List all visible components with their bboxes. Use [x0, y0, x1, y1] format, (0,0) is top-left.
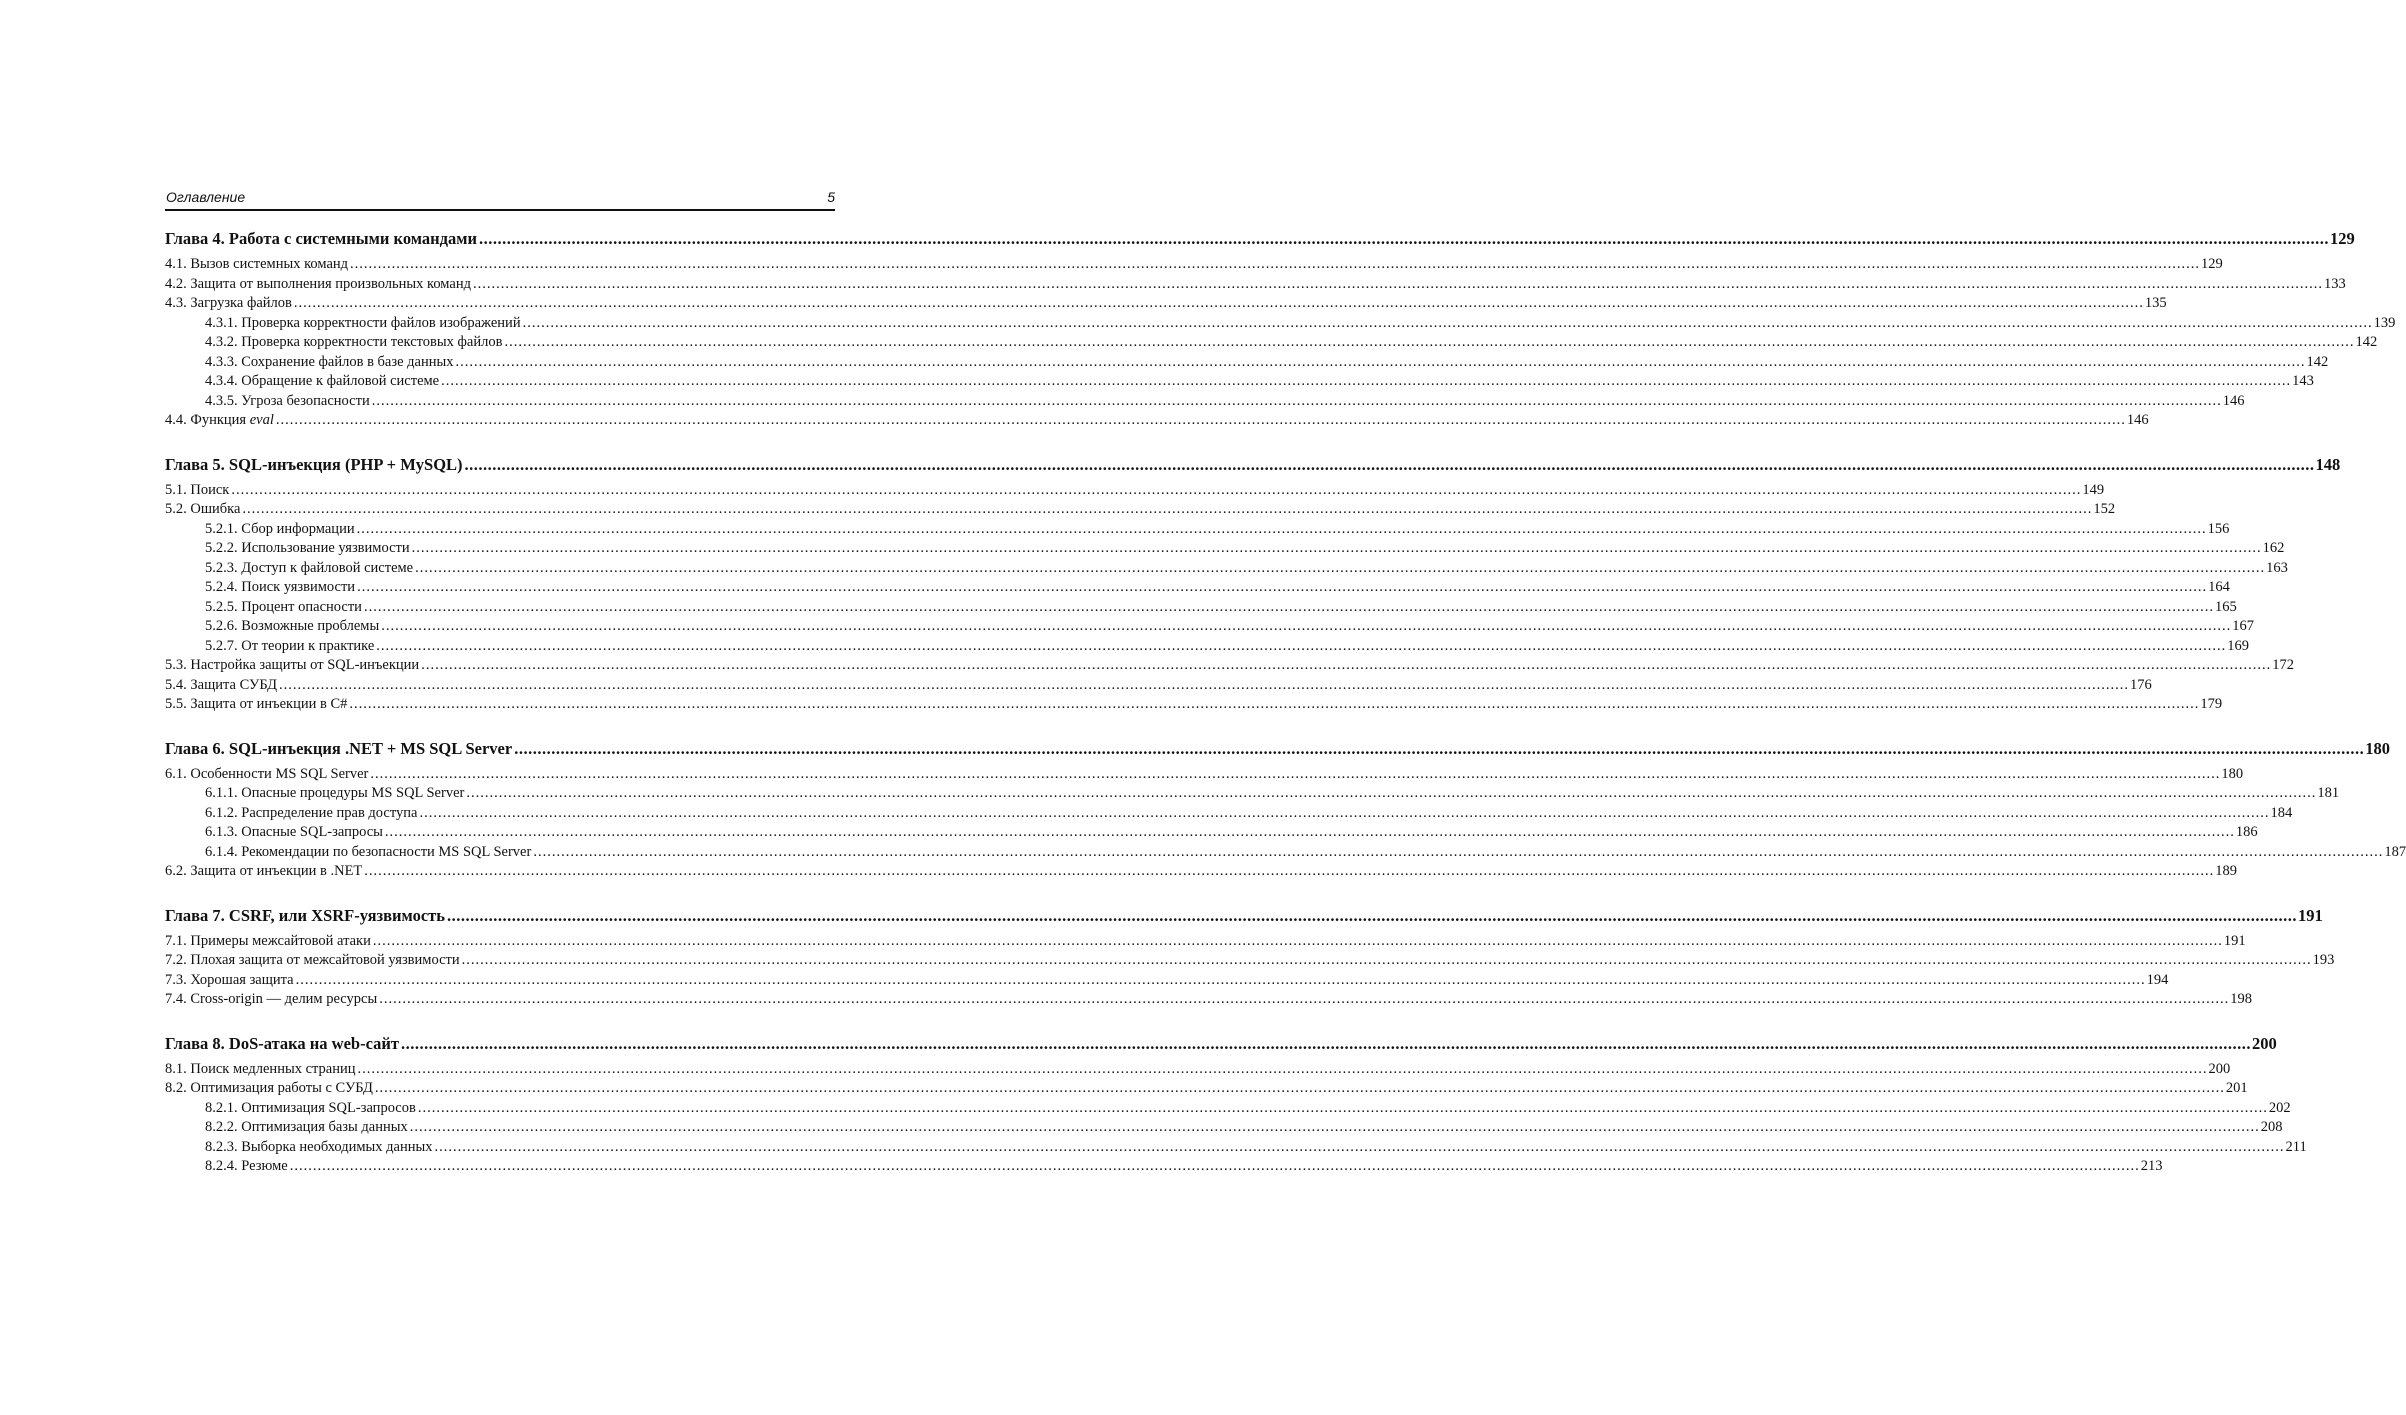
toc-subsection-entry-label: 5.2.6. Возможные проблемы: [205, 618, 380, 634]
toc-section-entry-page: 193: [2312, 952, 2335, 968]
toc-section-entry: [165, 971, 2169, 991]
toc-section-entry-title: [165, 951, 460, 971]
toc-subsection-entry-title: [205, 1118, 408, 1138]
toc-section-entry-label: 4.4. Функция: [165, 412, 250, 428]
toc-section-entry-page: 180: [2221, 765, 2244, 782]
toc-section-entry-label: 5.3. Настройка защиты от SQL-инъекции: [165, 657, 420, 673]
dot-leader: ................................................................................................................................................................................................................................................................................................................................................................................................................: [295, 971, 2146, 988]
toc-subsection-entry: [165, 392, 2245, 412]
toc-subsection-entry-label: 4.3.3. Сохранение файлов в базе данных: [205, 353, 454, 370]
dot-leader: ................................................................................................................................................................................................................................................................................................................................................................................................................: [409, 1119, 2260, 1135]
toc-section-entry-page: 149: [2082, 481, 2105, 498]
toc-subsection-entry-label: 4.3.5. Угроза безопасности: [205, 392, 370, 409]
chapter-heading-page: 200: [2251, 1033, 2277, 1053]
chapter-heading: [165, 738, 2390, 760]
toc-subsection-entry-page: 142: [2355, 334, 2378, 350]
toc-section-entry-label: 5.1. Поиск: [165, 481, 230, 498]
toc-subsection-entry: [165, 784, 2340, 804]
chapter-heading: [165, 1033, 2277, 1055]
toc-subsection-entry-page: 181: [2317, 785, 2340, 801]
dot-leader: ................................................................................................................................................................................................................................................................................................................................................................................................................: [461, 952, 2312, 968]
chapter-heading-title: [165, 905, 445, 927]
toc-section-entry-label: 7.2. Плохая защита от межсайтовой уязвимости: [165, 952, 460, 968]
toc-section-entry-title: [165, 1060, 355, 1080]
dot-leader: ................................................................................................................................................................................................................................................................................................................................................................................................................: [374, 1080, 2225, 1096]
toc-section-entry: [165, 695, 2223, 715]
toc-section-entry-page: 191: [2223, 932, 2246, 949]
dot-leader: ................................................................................................................................................................................................................................................................................................................................................................................................................: [356, 520, 2207, 537]
toc-subsection-entry-title: [205, 353, 453, 373]
toc-section-entry-title: [165, 971, 294, 991]
toc-subsection-entry-title: [205, 578, 355, 598]
toc-section-entry: [165, 500, 2116, 520]
toc-section-entry: [165, 862, 2238, 882]
toc-section-entry-page: 176: [2130, 676, 2152, 693]
toc-subsection-entry-label: 4.3.4. Обращение к файловой системе: [205, 373, 440, 389]
dot-leader: ................................................................................................................................................................................................................................................................................................................................................................................................................: [372, 932, 2223, 949]
toc-subsection-entry-label: 5.2.1. Сбор информации: [205, 520, 355, 537]
toc-section-entry-title: [165, 990, 377, 1010]
toc-section-entry: [165, 411, 2149, 431]
toc-subsection-entry-label: 6.1.1. Опасные процедуры MS SQL Server: [205, 785, 465, 801]
chapter-heading: [165, 905, 2323, 927]
toc-section-entry-page: 152: [2093, 501, 2116, 517]
chapter-heading-page: 191: [2297, 905, 2323, 925]
toc-subsection-entry: [165, 578, 2230, 598]
toc-subsection-entry: [165, 539, 2285, 559]
toc-subsection-entry: [165, 1118, 2283, 1138]
toc-subsection-entry-title: [205, 559, 413, 579]
dot-leader: ................................................................................................................................................................................................................................................................................................................................................................................................................: [370, 765, 2221, 782]
dot-leader: ................................................................................................................................................................................................................................................................................................................................................................................................................: [384, 824, 2235, 840]
dot-leader: ................................................................................................................................................................................................................................................................................................................................................................................................................: [289, 1158, 2140, 1174]
chapter-heading-title: [165, 1033, 399, 1055]
toc-subsection-entry-page: 211: [2285, 1138, 2307, 1155]
dot-leader: ................................................................................................................................................................................................................................................................................................................................................................................................................: [349, 696, 2200, 712]
dot-leader: ................................................................................................................................................................................................................................................................................................................................................................................................................: [421, 657, 2272, 673]
chapter-heading-label: Глава 6. SQL-инъекция .NET + MS SQL Server: [165, 738, 513, 758]
toc-subsection-entry-title: [205, 617, 379, 637]
toc-subsection-entry: [165, 1099, 2291, 1119]
toc-subsection-entry: [165, 333, 2378, 353]
dot-leader: ................................................................................................................................................................................................................................................................................................................................................................................................................: [434, 1138, 2285, 1155]
toc-subsection-entry-title: [205, 637, 374, 657]
toc-section-entry-label: 5.5. Защита от инъекции в C#: [165, 696, 348, 712]
toc-subsection-entry-label: 6.1.2. Распределение прав доступа: [205, 804, 418, 821]
toc-subsection-entry-page: 143: [2292, 373, 2314, 389]
toc-section-entry-page: 201: [2225, 1080, 2248, 1096]
toc-section-entry-page: 135: [2144, 295, 2167, 311]
dot-leader: ................................................................................................................................................................................................................................................................................................................................................................................................................: [293, 295, 2144, 311]
toc-section-entry-page: 129: [2201, 256, 2223, 272]
toc-section-entry: [165, 765, 2244, 785]
toc-section-entry-label: 4.1. Вызов системных команд: [165, 256, 349, 272]
toc-section-entry-page: 198: [2230, 991, 2252, 1007]
page-number: 5: [827, 189, 835, 205]
toc-subsection-entry-page: 186: [2235, 824, 2258, 840]
toc-section-entry-label-italic: eval: [249, 412, 274, 428]
toc-section-entry-title: [165, 676, 277, 696]
toc-subsection-entry-page: 164: [2208, 579, 2230, 595]
chapter-heading-label: Глава 7. CSRF, или XSRF-уязвимость: [165, 905, 445, 925]
toc-subsection-entry-page: 208: [2260, 1119, 2283, 1135]
toc-subsection-entry: [165, 843, 2406, 863]
toc-subsection-entry-title: [205, 784, 464, 804]
toc-section-entry-label: 5.4. Защита СУБД: [165, 676, 277, 693]
toc-section-entry-page: 200: [2208, 1060, 2231, 1077]
dot-leader: ................................................................................................................................................................................................................................................................................................................................................................................................................: [441, 373, 2292, 389]
dot-leader: ................................................................................................................................................................................................................................................................................................................................................................................................................: [357, 579, 2208, 595]
toc-section-entry-label: 4.3. Загрузка файлов: [165, 295, 292, 311]
toc-section-entry-label: 6.1. Особенности MS SQL Server: [165, 765, 369, 782]
dot-leader: ................................................................................................................................................................................................................................................................................................................................................................................................................: [455, 353, 2306, 370]
dot-leader: ................................................................................................................................................................................................................................................................................................................................................................................................................: [514, 738, 2365, 758]
toc-subsection-entry: [165, 804, 2293, 824]
chapter-heading: [165, 228, 2355, 250]
toc-section-entry-label: 5.2. Ошибка: [165, 501, 241, 517]
toc-section-entry-title: [165, 275, 471, 295]
chapter-heading-label: Глава 5. SQL-инъекция (PHP + MySQL): [165, 454, 463, 474]
toc-subsection-entry-page: 142: [2306, 353, 2329, 370]
toc-section-entry-label: 4.2. Защита от выполнения произвольных команд: [165, 275, 471, 292]
dot-leader: ................................................................................................................................................................................................................................................................................................................................................................................................................: [275, 412, 2126, 428]
toc-section-entry-title: [165, 1079, 373, 1099]
dot-leader: ................................................................................................................................................................................................................................................................................................................................................................................................................: [400, 1033, 2251, 1053]
toc-subsection-entry-label: 5.2.4. Поиск уязвимости: [205, 579, 356, 595]
toc-subsection-entry-title: [205, 372, 439, 392]
running-header-title: Оглавление: [166, 189, 246, 205]
chapter-heading-page: 180: [2365, 738, 2390, 758]
toc-section-entry-label: 8.1. Поиск медленных страниц: [165, 1060, 356, 1077]
toc-section-entry-title: [165, 932, 371, 952]
toc-subsection-entry-label: 8.2.3. Выборка необходимых данных: [205, 1138, 433, 1155]
toc-subsection-entry: [165, 598, 2237, 618]
chapter-heading-title: [165, 738, 512, 760]
toc-subsection-entry-label: 4.3.1. Проверка корректности файлов изображений: [205, 314, 521, 331]
toc-subsection-entry: [165, 372, 2314, 392]
toc-subsection-entry-page: 165: [2214, 598, 2237, 615]
chapter-heading-page: 129: [2330, 229, 2355, 248]
toc-section-entry-title: [165, 695, 347, 715]
toc-subsection-entry-title: [205, 539, 410, 559]
toc-section-entry-title: [165, 255, 348, 275]
toc-section-entry: [165, 676, 2152, 696]
toc-section-entry: [165, 255, 2223, 275]
chapter-heading: [165, 454, 2341, 476]
toc-subsection-entry: [165, 314, 2396, 334]
toc-subsection-entry-label: 4.3.2. Проверка корректности текстовых файлов: [205, 334, 503, 350]
toc-subsection-entry-title: [205, 843, 531, 863]
dot-leader: ................................................................................................................................................................................................................................................................................................................................................................................................................: [381, 618, 2232, 634]
toc-subsection-entry-page: 184: [2270, 804, 2293, 821]
toc-subsection-entry-label: 6.1.3. Опасные SQL-запросы: [205, 824, 383, 840]
dot-leader: ................................................................................................................................................................................................................................................................................................................................................................................................................: [446, 905, 2297, 925]
toc-section-entry: [165, 294, 2167, 314]
toc-subsection-entry-title: [205, 1138, 432, 1158]
toc-section-entry-page: 172: [2272, 657, 2294, 673]
toc-section-entry-label: 8.2. Оптимизация работы с СУБД: [165, 1080, 373, 1096]
dot-leader: ................................................................................................................................................................................................................................................................................................................................................................................................................: [419, 804, 2270, 821]
toc-section-entry-title: [165, 656, 419, 676]
dot-leader: ................................................................................................................................................................................................................................................................................................................................................................................................................: [504, 334, 2355, 350]
dot-leader: ................................................................................................................................................................................................................................................................................................................................................................................................................: [417, 1099, 2268, 1116]
toc-subsection-entry: [165, 1157, 2163, 1177]
toc-section-entry-label: 7.3. Хорошая защита: [165, 971, 294, 988]
dot-leader: ................................................................................................................................................................................................................................................................................................................................................................................................................: [357, 1060, 2208, 1077]
toc-subsection-entry-page: 139: [2373, 314, 2396, 331]
toc-subsection-entry-title: [205, 333, 502, 353]
toc-section-entry-page: 133: [2323, 275, 2346, 292]
toc-section-entry-title: [165, 500, 240, 520]
dot-leader: ................................................................................................................................................................................................................................................................................................................................................................................................................: [415, 559, 2266, 576]
dot-leader: ................................................................................................................................................................................................................................................................................................................................................................................................................: [363, 598, 2214, 615]
dot-leader: ................................................................................................................................................................................................................................................................................................................................................................................................................: [350, 256, 2201, 272]
toc-subsection-entry: [165, 637, 2250, 657]
toc-subsection-entry-title: [205, 1157, 288, 1177]
toc-section-entry: [165, 1079, 2248, 1099]
chapter-heading-page: 148: [2315, 454, 2341, 474]
dot-leader: ................................................................................................................................................................................................................................................................................................................................................................................................................: [379, 991, 2230, 1007]
toc-section-entry: [165, 656, 2294, 676]
toc-subsection-entry-label: 8.2.1. Оптимизация SQL-запросов: [205, 1099, 416, 1116]
toc-section-entry: [165, 481, 2105, 501]
toc-subsection-entry-label: 6.1.4. Рекомендации по безопасности MS SQL Server: [205, 843, 532, 860]
toc-section-entry-label: 6.2. Защита от инъекции в .NET: [165, 863, 363, 879]
toc-section-entry-page: 189: [2215, 863, 2238, 879]
toc-subsection-entry: [165, 617, 2254, 637]
toc-subsection-entry-page: 156: [2207, 520, 2230, 537]
toc-section-entry: [165, 932, 2246, 952]
toc-subsection-entry-title: [205, 823, 383, 843]
dot-leader: ................................................................................................................................................................................................................................................................................................................................................................................................................: [376, 637, 2227, 654]
dot-leader: ................................................................................................................................................................................................................................................................................................................................................................................................................: [371, 392, 2222, 409]
toc-section-entry-title: [165, 862, 362, 882]
toc-section-entry-page: 146: [2126, 412, 2149, 428]
table-of-contents: [165, 228, 2406, 1177]
dot-leader: ................................................................................................................................................................................................................................................................................................................................................................................................................: [522, 314, 2373, 331]
toc-subsection-entry-page: 162: [2262, 540, 2285, 556]
dot-leader: ................................................................................................................................................................................................................................................................................................................................................................................................................: [411, 540, 2262, 556]
dot-leader: ................................................................................................................................................................................................................................................................................................................................................................................................................: [533, 843, 2384, 860]
toc-subsection-entry: [165, 559, 2288, 579]
chapter-heading-label: Глава 4. Работа с системными командами: [165, 229, 477, 248]
toc-subsection-entry-title: [205, 804, 417, 824]
toc-subsection-entry: [165, 823, 2258, 843]
toc-subsection-entry-label: 5.2.7. От теории к практике: [205, 637, 375, 654]
toc-subsection-entry-label: 8.2.2. Оптимизация базы данных: [205, 1119, 408, 1135]
running-header: [165, 187, 835, 211]
toc-section-entry-label: 7.4. Cross-origin — делим ресурсы: [165, 991, 378, 1007]
dot-leader: ................................................................................................................................................................................................................................................................................................................................................................................................................: [472, 275, 2323, 292]
dot-leader: ................................................................................................................................................................................................................................................................................................................................................................................................................: [479, 229, 2329, 248]
dot-leader: ................................................................................................................................................................................................................................................................................................................................................................................................................: [364, 863, 2215, 879]
chapter-heading-label: Глава 8. DoS-атака на web-сайт: [165, 1033, 399, 1053]
toc-section-entry-page: 194: [2146, 971, 2169, 988]
toc-subsection-entry-title: [205, 392, 370, 412]
toc-subsection-entry-label: 8.2.4. Резюме: [205, 1158, 288, 1174]
toc-section-entry-title: [165, 765, 368, 785]
toc-subsection-entry: [165, 520, 2230, 540]
toc-section-entry: [165, 990, 2252, 1010]
dot-leader: ................................................................................................................................................................................................................................................................................................................................................................................................................: [279, 676, 2129, 693]
toc-subsection-entry-page: 167: [2232, 618, 2254, 634]
toc-section-entry-page: 179: [2200, 696, 2223, 712]
toc-subsection-entry-label: 5.2.5. Процент опасности: [205, 598, 362, 615]
toc-subsection-entry: [165, 353, 2329, 373]
toc-subsection-entry-page: 163: [2266, 559, 2288, 576]
toc-section-entry-label: 7.1. Примеры межсайтовой атаки: [165, 932, 371, 949]
toc-subsection-entry-page: 213: [2140, 1158, 2163, 1174]
toc-subsection-entry-title: [205, 314, 521, 334]
toc-subsection-entry-label: 5.2.3. Доступ к файловой системе: [205, 559, 414, 576]
toc-section-entry-title: [165, 411, 274, 431]
chapter-heading-title: [165, 228, 477, 250]
dot-leader: ................................................................................................................................................................................................................................................................................................................................................................................................................: [466, 785, 2317, 801]
toc-section-entry: [165, 951, 2335, 971]
toc-section-entry: [165, 275, 2346, 295]
toc-section-entry-title: [165, 294, 292, 314]
dot-leader: ................................................................................................................................................................................................................................................................................................................................................................................................................: [231, 481, 2082, 498]
toc-subsection-entry-title: [205, 1099, 416, 1119]
toc-subsection-entry-page: 202: [2268, 1099, 2291, 1116]
toc-section-entry-title: [165, 481, 229, 501]
chapter-heading-title: [165, 454, 463, 476]
toc-subsection-entry-page: 187: [2384, 843, 2406, 860]
toc-subsection-entry-page: 146: [2222, 392, 2245, 409]
toc-subsection-entry-label: 5.2.2. Использование уязвимости: [205, 540, 410, 556]
toc-subsection-entry-page: 169: [2227, 637, 2250, 654]
toc-section-entry: [165, 1060, 2231, 1080]
dot-leader: ................................................................................................................................................................................................................................................................................................................................................................................................................: [464, 454, 2315, 474]
toc-subsection-entry: [165, 1138, 2307, 1158]
dot-leader: ................................................................................................................................................................................................................................................................................................................................................................................................................: [242, 501, 2093, 517]
toc-subsection-entry-title: [205, 520, 355, 540]
toc-subsection-entry-title: [205, 598, 362, 618]
